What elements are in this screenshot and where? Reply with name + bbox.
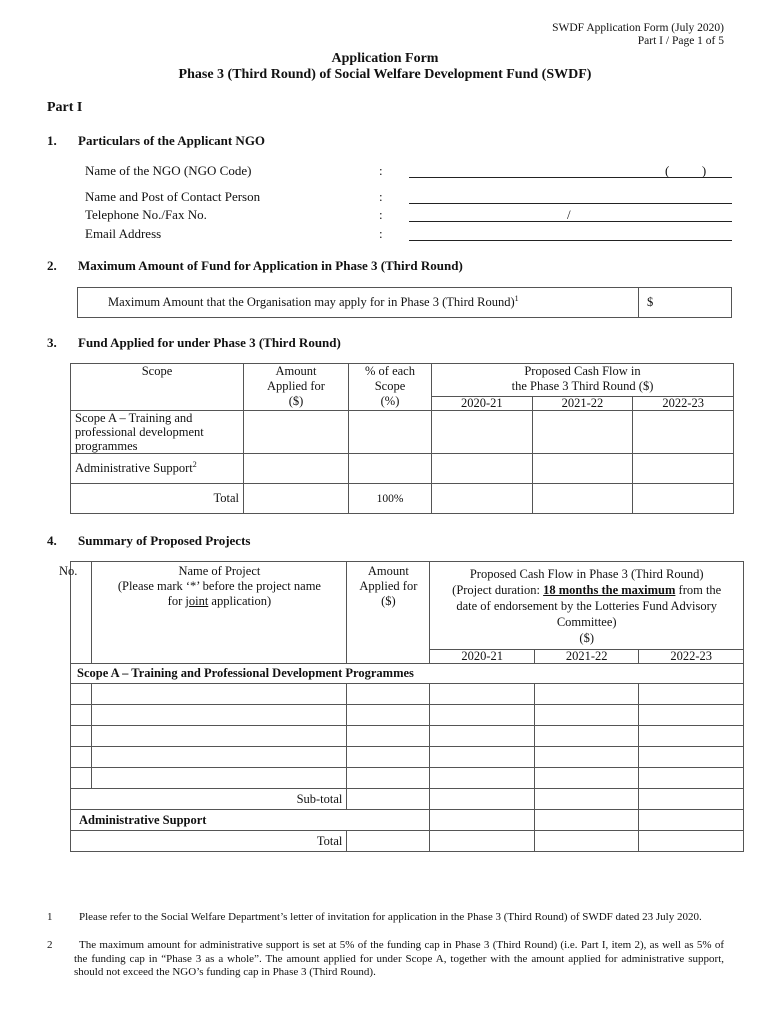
part-label: Part I: [47, 100, 83, 115]
col-percent-line: % of each: [365, 364, 415, 378]
scope-a-amount[interactable]: [244, 411, 349, 454]
project-amount[interactable]: [347, 705, 430, 726]
cashflow-line: Proposed Cash Flow in Phase 3 (Third Round): [469, 567, 704, 581]
grand-total-2022-23[interactable]: [639, 831, 744, 852]
section3-number: 3.: [47, 335, 57, 350]
project-name[interactable]: [92, 705, 347, 726]
col-project-name: [92, 562, 347, 664]
project-2020-21[interactable]: [430, 684, 535, 705]
section4-heading: Summary of Proposed Projects: [78, 533, 251, 548]
col-name-line: (Please mark ‘*’ before the project name: [117, 579, 321, 593]
subtotal-2021-22[interactable]: [534, 789, 639, 810]
project-2020-21[interactable]: [430, 726, 535, 747]
footnote-ref-2: 2: [192, 460, 197, 470]
email-field[interactable]: [409, 240, 732, 241]
footnote-1-number: 1: [47, 911, 53, 923]
total-amount[interactable]: [244, 484, 349, 514]
cashflow-line: (Project duration:: [452, 583, 544, 597]
telephone-fax-label: Telephone No./Fax No.: [85, 207, 207, 222]
scope-a-label: Scope A – Training and professional development programmes: [71, 411, 244, 454]
total-2022-23[interactable]: [633, 484, 734, 514]
subtotal-label: Sub-total: [71, 789, 347, 810]
grand-total-amount[interactable]: [347, 831, 430, 852]
project-2021-22[interactable]: [534, 747, 639, 768]
table-row: [71, 768, 744, 789]
grand-total-2021-22[interactable]: [534, 831, 639, 852]
section1-heading: Particulars of the Applicant NGO: [78, 133, 266, 148]
col-no: [59, 562, 92, 664]
col-cashflow: [432, 364, 734, 397]
total-2020-21[interactable]: [432, 484, 533, 514]
col-percent-line: (%): [380, 394, 400, 408]
colon: :: [379, 207, 383, 222]
project-amount[interactable]: [347, 726, 430, 747]
admin-2021-22[interactable]: [532, 454, 633, 484]
contact-person-label: Name and Post of Contact Person: [85, 189, 261, 204]
telephone-fax-separator: /: [567, 207, 571, 222]
project-2022-23[interactable]: [639, 747, 744, 768]
col-no-label: No.: [59, 564, 78, 578]
page-ref-line: Part I / Page 1 of 5: [637, 35, 724, 47]
section3-heading: Fund Applied for under Phase 3 (Third Round): [78, 335, 341, 350]
table-row: [71, 747, 744, 768]
colon: :: [379, 163, 383, 178]
admin-support-label: Administrative Support: [75, 461, 193, 476]
section2-number: 2.: [47, 258, 57, 273]
col-name-joint: joint: [185, 594, 209, 608]
admin-amount[interactable]: [244, 454, 349, 484]
year-2021-22: 2021-22: [534, 650, 639, 664]
col-percent: [349, 364, 432, 411]
table-row: [71, 705, 744, 726]
scope-a-heading: Scope A – Training and Professional Development Programmes: [71, 664, 744, 684]
admin-2022-23[interactable]: [633, 454, 734, 484]
admin-percent[interactable]: [349, 454, 432, 484]
cashflow-line: from the: [675, 583, 722, 597]
total-2021-22[interactable]: [532, 484, 633, 514]
col-name-tail: application): [208, 594, 272, 608]
project-2021-22[interactable]: [534, 768, 639, 789]
col-amount-line: ($): [381, 594, 396, 608]
project-2021-22[interactable]: [534, 705, 639, 726]
project-amount[interactable]: [347, 768, 430, 789]
max-amount-table: [77, 287, 732, 318]
year-2021-22: 2021-22: [532, 397, 633, 411]
col-cashflow-line: the Phase 3 Third Round ($): [511, 379, 654, 393]
subtotal-2022-23[interactable]: [639, 789, 744, 810]
footnote-1-text: Please refer to the Social Welfare Department’s letter of invitation for application in the Phase 3 (Third Round) of SWDF dated 23 July 2020.: [79, 911, 702, 923]
table-row: [71, 684, 744, 705]
colon: :: [379, 189, 383, 204]
col-amount-line: ($): [288, 394, 304, 408]
subtotal-amount[interactable]: [347, 789, 430, 810]
project-name[interactable]: [92, 768, 347, 789]
currency-symbol: $: [647, 295, 654, 309]
email-label: Email Address: [85, 226, 162, 241]
col-name-line: for: [167, 594, 186, 608]
contact-person-field[interactable]: [409, 203, 732, 204]
project-2020-21[interactable]: [430, 768, 535, 789]
col-cashflow-line: Proposed Cash Flow in: [524, 364, 641, 378]
section2-heading: Maximum Amount of Fund for Application in Phase 3 (Third Round): [78, 258, 463, 273]
form-ref-line: SWDF Application Form (July 2020): [552, 22, 724, 34]
admin-2020-21[interactable]: [430, 810, 535, 831]
col-amount: [244, 364, 349, 411]
admin-support-heading: Administrative Support: [71, 810, 430, 831]
year-2022-23: 2022-23: [633, 397, 734, 411]
max-amount-label-cell: [78, 288, 639, 318]
total-label: Total: [71, 484, 244, 514]
project-2022-23[interactable]: [639, 705, 744, 726]
year-2020-21: 2020-21: [430, 650, 535, 664]
col-percent-line: Scope: [374, 379, 406, 393]
col-amount-line: Amount: [367, 564, 409, 578]
col-scope: Scope: [71, 364, 244, 411]
grand-total-label: Total: [71, 831, 347, 852]
project-2020-21[interactable]: [430, 747, 535, 768]
year-2022-23: 2022-23: [639, 650, 744, 664]
cashflow-line: date of endorsement by the Lotteries Fund Advisory: [456, 599, 718, 613]
col-project-cashflow: [430, 562, 744, 650]
year-2020-21: 2020-21: [432, 397, 533, 411]
project-amount[interactable]: [347, 684, 430, 705]
project-2021-22[interactable]: [534, 684, 639, 705]
projects-table: [59, 561, 744, 852]
max-amount-input[interactable]: [639, 288, 732, 318]
project-no[interactable]: [71, 747, 92, 768]
project-2022-23[interactable]: [639, 684, 744, 705]
footnote-2-text: The maximum amount for administrative support is set at 5% of the funding cap in Phase 3 (Third Round) (i.e. Part I, item 2), as well as 5% of the funding cap in “Phase 3 as a whole”. The amount applied for under Scope A, together with the amount applied for administrative support, should not exceed the NGO’s funding cap in Phase 3 (Third Round).: [74, 939, 724, 978]
grand-total-2020-21[interactable]: [430, 831, 535, 852]
fund-scope-table: [70, 363, 734, 514]
project-2022-23[interactable]: [639, 726, 744, 747]
project-2022-23[interactable]: [639, 768, 744, 789]
form-subtitle: Phase 3 (Third Round) of Social Welfare Development Fund (SWDF): [178, 67, 592, 82]
scope-a-2022-23[interactable]: [633, 411, 734, 454]
project-amount[interactable]: [347, 747, 430, 768]
scope-a-percent[interactable]: [349, 411, 432, 454]
section1-number: 1.: [47, 133, 57, 148]
subtotal-2020-21[interactable]: [430, 789, 535, 810]
admin-2022-23[interactable]: [639, 810, 744, 831]
project-no[interactable]: [71, 726, 92, 747]
ngo-name-label: Name of the NGO (NGO Code): [85, 163, 252, 178]
project-no[interactable]: [71, 684, 92, 705]
project-no[interactable]: [71, 705, 92, 726]
form-reference: [552, 22, 724, 48]
cashflow-line: ($): [579, 631, 594, 645]
project-no[interactable]: [71, 768, 92, 789]
admin-2021-22[interactable]: [534, 810, 639, 831]
max-amount-label: Maximum Amount that the Organisation may apply for in Phase 3 (Third Round): [108, 295, 515, 310]
col-name-line: Name of Project: [178, 564, 261, 578]
project-2021-22[interactable]: [534, 726, 639, 747]
table-row: [71, 726, 744, 747]
total-percent: 100%: [349, 484, 432, 514]
colon: :: [379, 226, 383, 241]
scope-a-2020-21[interactable]: [432, 411, 533, 454]
form-title: Application Form: [331, 51, 439, 66]
project-name[interactable]: [92, 726, 347, 747]
project-name[interactable]: [92, 747, 347, 768]
col-amount-line: Applied for: [267, 379, 325, 393]
col-project-amount: [347, 562, 430, 664]
footnote-2-number: 2: [47, 939, 53, 951]
col-amount-line: Applied for: [359, 579, 418, 593]
scope-a-2021-22[interactable]: [532, 411, 633, 454]
admin-support-cell: [71, 454, 244, 484]
ngo-code-brackets: ( ): [665, 163, 707, 178]
cashflow-line: Committee): [556, 615, 617, 629]
section4-number: 4.: [47, 533, 57, 548]
footnote-ref-1: 1: [514, 294, 519, 304]
project-2020-21[interactable]: [430, 705, 535, 726]
admin-2020-21[interactable]: [432, 454, 533, 484]
cashflow-duration: 18 months the maximum: [543, 583, 676, 597]
project-name[interactable]: [92, 684, 347, 705]
col-amount-line: Amount: [275, 364, 317, 378]
